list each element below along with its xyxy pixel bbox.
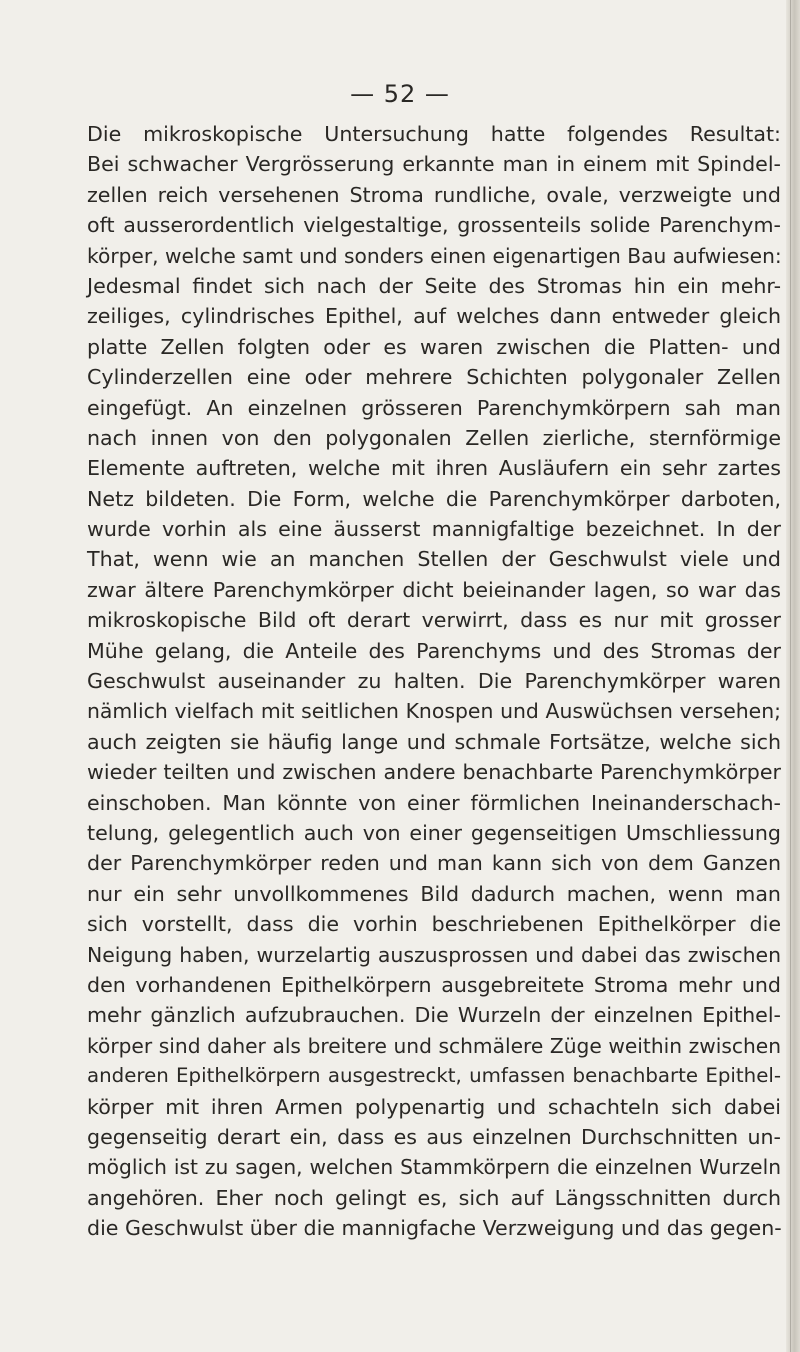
- text-line: sich vorstellt, dass die vorhin beschriebenen Epithelkörper die: [87, 912, 781, 937]
- text-line: oft ausserordentlich vielgestaltige, grossenteils solide Parenchym-: [87, 213, 781, 238]
- text-line: Elemente auftreten, welche mit ihren Ausläufern ein sehr zartes: [87, 456, 781, 481]
- text-line: körper sind daher als breitere und schmälere Züge weithin zwischen: [87, 1033, 781, 1058]
- text-line: Die mikroskopische Untersuchung hatte folgendes Resultat:: [87, 122, 781, 146]
- text-line: der Parenchymkörper reden und man kann sich von dem Ganzen: [87, 851, 781, 876]
- text-line: anderen Epithelkörpern ausgestreckt, umfassen benachbarte Epithel-: [87, 1064, 781, 1088]
- text-line: wurde vorhin als eine äusserst mannigfaltige bezeichnet. In der: [87, 517, 781, 542]
- page-edge-line: [790, 0, 791, 1352]
- text-line: telung, gelegentlich auch von einer gegenseitigen Umschliessung: [87, 820, 781, 845]
- text-line: körper mit ihren Armen polypenartig und schachteln sich dabei: [87, 1094, 781, 1119]
- page-edge-shadow: [786, 0, 800, 1352]
- text-line: die Geschwulst über die mannigfache Verzweigung und das gegen-: [87, 1216, 782, 1241]
- text-line: nur ein sehr unvollkommenes Bild dadurch machen, wenn man: [87, 881, 781, 906]
- text-line: That, wenn wie an manchen Stellen der Geschwulst viele und: [87, 547, 781, 572]
- text-line: nämlich vielfach mit seitlichen Knospen und Auswüchsen versehen;: [87, 699, 781, 724]
- text-line: angehören. Eher noch gelingt es, sich auf Längsschnitten durch: [87, 1185, 781, 1210]
- text-line: körper, welche samt und sonders einen eigenartigen Bau aufwiesen:: [87, 243, 782, 268]
- text-line: platte Zellen folgten oder es waren zwischen die Platten- und: [87, 334, 781, 359]
- text-line: Bei schwacher Vergrösserung erkannte man in einem mit Spindel-: [87, 152, 781, 177]
- text-line: den vorhandenen Epithelkörpern ausgebreitete Stroma mehr und: [87, 972, 781, 997]
- text-line: mehr gänzlich aufzubrauchen. Die Wurzeln der einzelnen Epithel-: [87, 1003, 781, 1028]
- text-line: zwar ältere Parenchymkörper dicht beieinander lagen, so war das: [87, 577, 781, 602]
- text-line: gegenseitig derart ein, dass es aus einzelnen Durchschnitten un-: [87, 1124, 781, 1149]
- page-number: — 52 —: [350, 80, 450, 108]
- text-line: Geschwulst auseinander zu halten. Die Parenchymkörper waren: [87, 669, 781, 694]
- body-text: [87, 119, 781, 1243]
- text-line: Cylinderzellen eine oder mehrere Schichten polygonaler Zellen: [87, 365, 781, 390]
- text-line: Netz bildeten. Die Form, welche die Parenchymkörper darboten,: [87, 486, 781, 511]
- text-line: eingefügt. An einzelnen grösseren Parenchymkörpern sah man: [87, 395, 781, 420]
- text-line: möglich ist zu sagen, welchen Stammkörpern die einzelnen Wurzeln: [87, 1155, 781, 1180]
- text-line: zellen reich versehenen Stroma rundliche, ovale, verzweigte und: [87, 182, 781, 207]
- text-line: einschoben. Man könnte von einer förmlichen Ineinanderschach-: [87, 790, 781, 815]
- text-line: Neigung haben, wurzelartig auszusprossen und dabei das zwischen: [87, 942, 781, 967]
- text-line: auch zeigten sie häufig lange und schmale Fortsätze, welche sich: [87, 729, 781, 754]
- text-line: mikroskopische Bild oft derart verwirrt, dass es nur mit grosser: [87, 608, 781, 633]
- text-line: wieder teilten und zwischen andere benachbarte Parenchymkörper: [87, 760, 781, 785]
- text-line: nach innen von den polygonalen Zellen zierliche, sternförmige: [87, 425, 781, 450]
- text-line: Mühe gelang, die Anteile des Parenchyms und des Stromas der: [87, 638, 781, 663]
- text-line: zeiliges, cylindrisches Epithel, auf welches dann entweder gleich: [87, 304, 781, 329]
- text-line: Jedesmal findet sich nach der Seite des Stromas hin ein mehr-: [87, 273, 781, 298]
